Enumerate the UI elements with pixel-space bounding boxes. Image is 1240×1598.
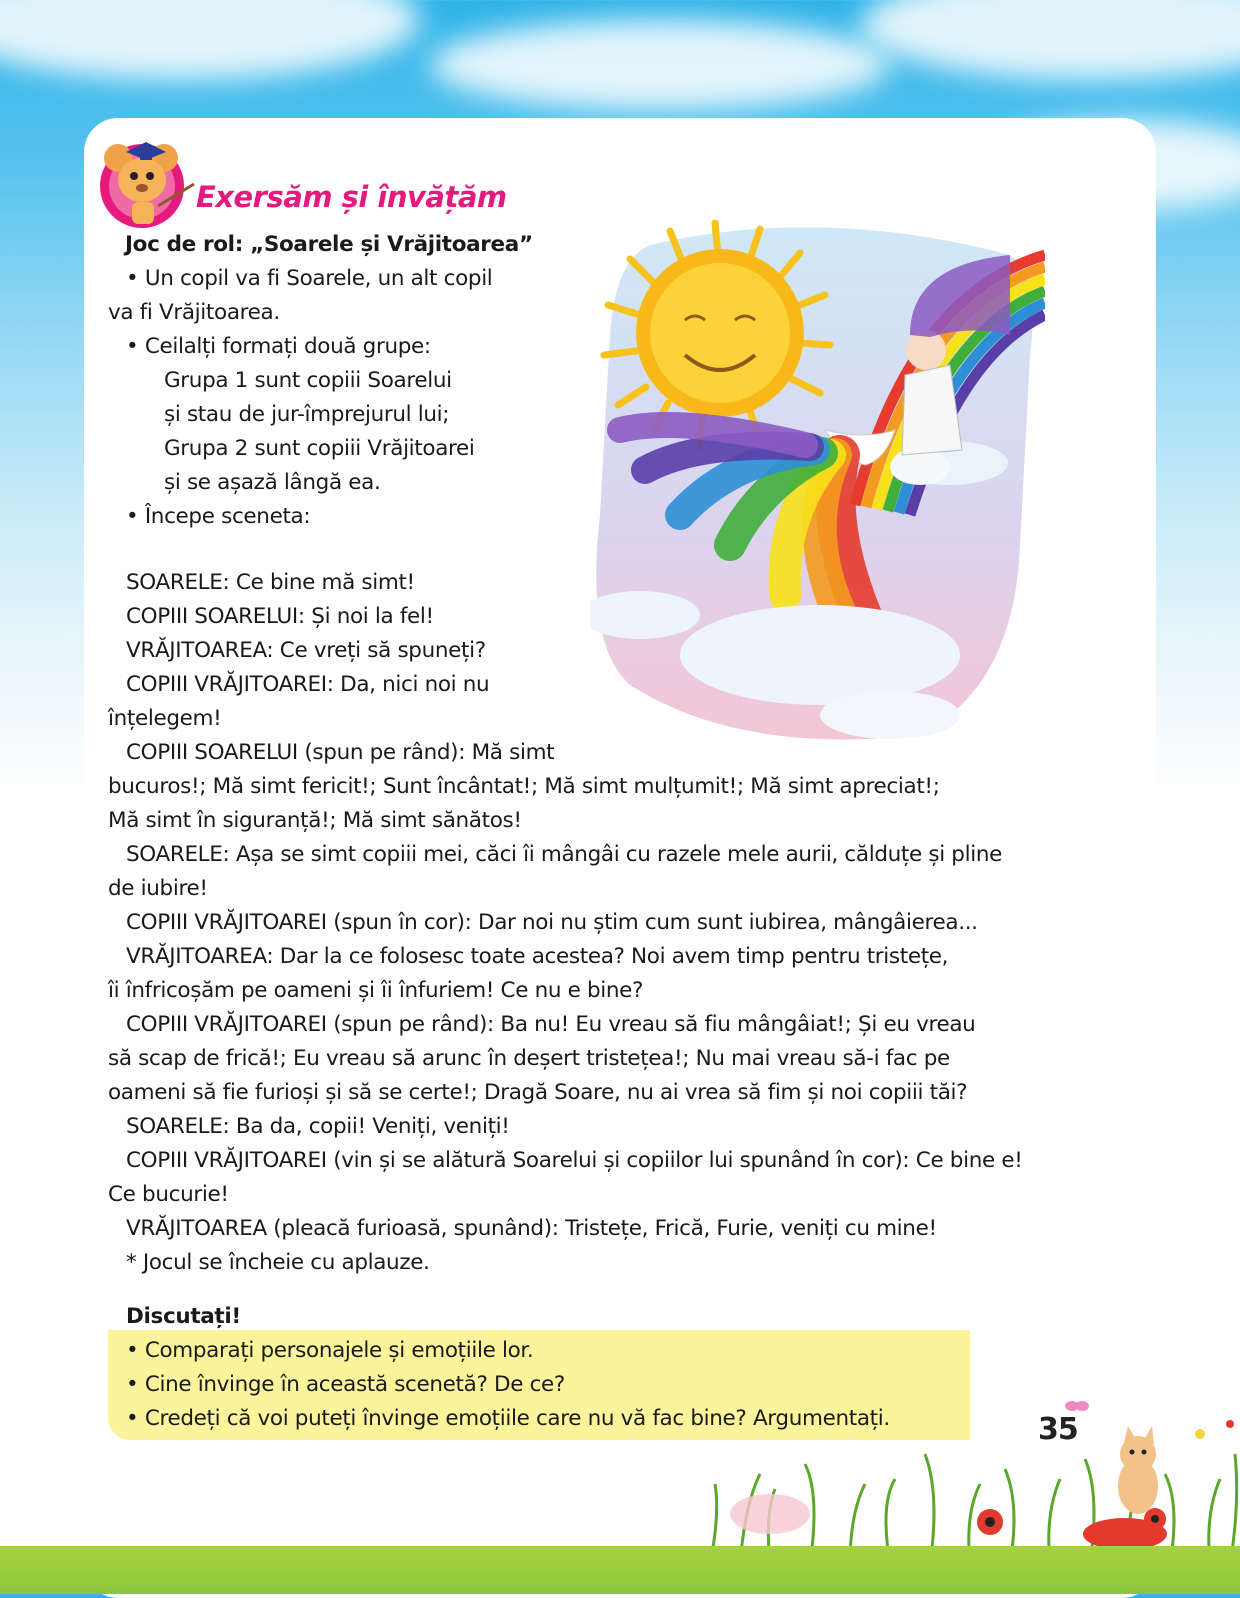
section-heading: Exersăm și învățăm [196, 180, 507, 214]
dialogue-line: de iubire! [108, 876, 208, 901]
discuss-item: • Cine învinge în această scenetă? De ce? [126, 1372, 565, 1397]
dialogue-line: SOARELE: Așa se simt copiii mei, căci îi mângâi cu razele mele aurii, călduțe și pline [126, 842, 1002, 867]
intro-line: Grupa 1 sunt copiii Soarelui [164, 368, 452, 393]
dialogue-line: COPIII SOARELUI: Și noi la fel! [126, 604, 434, 629]
butterfly-icon [1065, 1401, 1089, 1411]
intro-line: • Ceilalți formați două grupe: [126, 334, 431, 359]
dialogue-line: COPIII VRĂJITOAREI (spun pe rând): Ba nu! Eu vreau să fiu mângâiat!; Și eu vreau [126, 1012, 976, 1037]
dialogue-line: Mă simt în siguranță!; Mă simt sănătos! [108, 808, 522, 833]
dialogue-line: COPIII VRĂJITOAREI (vin și se alătură Soarelui și copiilor lui spunând în cor): Ce bine e! [126, 1148, 1023, 1173]
dialogue-line: COPIII SOARELUI (spun pe rând): Mă simt [126, 740, 555, 765]
cat-icon [1118, 1426, 1158, 1514]
sky-cloud [430, 20, 890, 110]
intro-line: și se așază lângă ea. [164, 470, 381, 495]
dialogue-line: COPIII VRĂJITOAREI: Da, nici noi nu [126, 672, 490, 697]
discuss-item: • Credeți că voi puteți învinge emoțiile care nu vă fac bine? Argumentați. [126, 1406, 890, 1431]
intro-line: și stau de jur-împrejurul lui; [164, 402, 450, 427]
discuss-title: Discutați! [126, 1304, 241, 1329]
dialogue-line: bucuros!; Mă simt fericit!; Sunt încântat!; Mă simt mulțumit!; Mă simt apreciat!; [108, 774, 940, 799]
dialogue-line: VRĂJITOAREA (pleacă furioasă, spunând): Tristețe, Frică, Furie, veniți cu mine! [126, 1216, 937, 1241]
dialogue-line: oameni să fie furioși și să se certe!; Dragă Soare, nu ai vrea să fim și noi copiii tăi? [108, 1080, 968, 1105]
dialogue-line: îi înfricoșăm pe oameni și îi înfuriem! Ce nu e bine? [108, 978, 644, 1003]
sky-cloud [0, 0, 420, 80]
dialogue-line: SOARELE: Ce bine mă simt! [126, 570, 415, 595]
dialogue-line: VRĂJITOAREA: Ce vreți să spuneți? [126, 638, 486, 663]
sky-cloud [860, 0, 1240, 80]
page-number: 35 [1038, 1412, 1078, 1447]
dialogue-line: COPIII VRĂJITOAREI (spun în cor): Dar noi nu știm cum sunt iubirea, mângâierea... [126, 910, 978, 935]
dialogue-line: * Jocul se încheie cu aplauze. [126, 1250, 430, 1275]
intro-line: • Un copil va fi Soarele, un alt copil [126, 266, 493, 291]
grass-strip [0, 1546, 1240, 1594]
intro-line: Grupa 2 sunt copiii Vrăjitoarei [164, 436, 475, 461]
dialogue-line: VRĂJITOAREA: Dar la ce folosesc toate acestea? Noi avem timp pentru tristețe, [126, 944, 949, 969]
intro-line: va fi Vrăjitoarea. [108, 300, 280, 325]
dialogue-line: SOARELE: Ba da, copii! Veniți, veniți! [126, 1114, 510, 1139]
intro-line: • Începe sceneta: [126, 504, 311, 529]
mouse-teacher-mascot-icon [96, 128, 200, 232]
dialogue-line: să scap de frică!; Eu vreau să arunc în deșert tristețea!; Nu mai vreau să-i fac pe [108, 1046, 950, 1071]
sun-rainbow-illustration [590, 215, 1045, 745]
dialogue-line: înțelegem! [108, 706, 222, 731]
discuss-item: • Comparați personajele și emoțiile lor. [126, 1338, 534, 1363]
dialogue-line: Ce bucurie! [108, 1182, 229, 1207]
game-title: Joc de rol: „Soarele și Vrăjitoarea” [125, 232, 533, 257]
